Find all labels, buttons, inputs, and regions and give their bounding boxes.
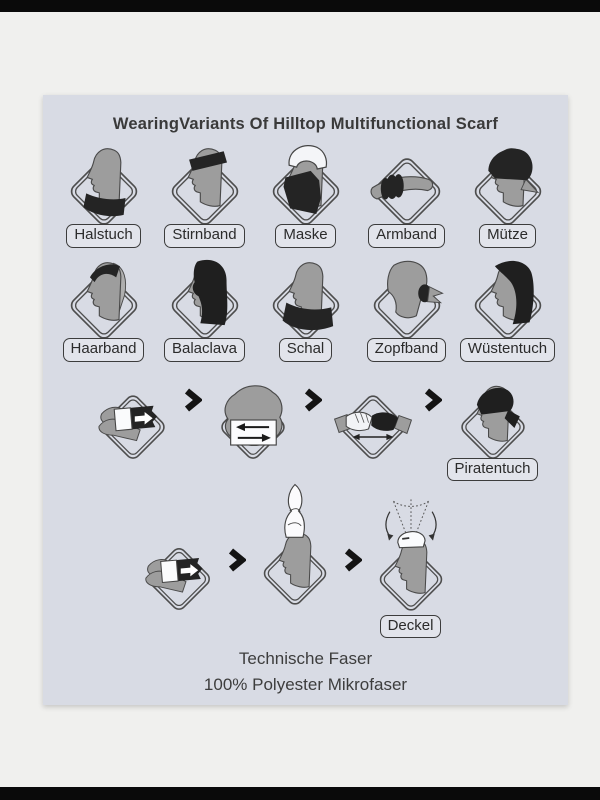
variant-label: Wüstentuch (460, 338, 555, 362)
step-arrow-icon (227, 548, 246, 572)
bottom-letterbox-bar (0, 787, 600, 800)
variant-label: Haarband (63, 338, 145, 362)
wuestentuch-icon (461, 254, 555, 342)
stirnband-icon (158, 140, 252, 228)
step-arrow-icon (423, 388, 442, 412)
schal-icon (259, 254, 353, 342)
variant-muetze (457, 140, 558, 248)
step-arrow (421, 388, 445, 412)
sheet-title: WearingVariants Of Hilltop Multifunctional Scarf (112, 115, 499, 133)
step-arrow (341, 548, 365, 572)
fold-scarf-icon (135, 531, 223, 613)
haarband-icon (57, 254, 151, 342)
step-arrow-icon (303, 388, 322, 412)
maske-icon (259, 140, 353, 228)
pull-scarf-icon (207, 378, 299, 462)
halstuch-icon (57, 140, 151, 228)
variant-halstuch (53, 140, 154, 248)
variant-maske (255, 140, 356, 248)
variant-schal (255, 254, 356, 362)
deckel-label: Deckel (380, 615, 442, 639)
step-fold (85, 378, 181, 462)
step-piratentuch (445, 378, 541, 482)
step-arrow-icon (183, 388, 202, 412)
variant-armband (356, 140, 457, 248)
variant-label: Zopfband (367, 338, 446, 362)
variant-label: Armband (368, 224, 445, 248)
variant-label: Maske (275, 224, 335, 248)
step-twist (325, 378, 421, 462)
step-arrow (301, 388, 325, 412)
variant-row-1 (43, 140, 568, 248)
step-fold (133, 531, 225, 638)
piratentuch-icon (447, 378, 539, 462)
twist-top-icon (251, 481, 339, 613)
variant-stirnband (154, 140, 255, 248)
step-pull (205, 378, 301, 462)
variant-label: Halstuch (66, 224, 140, 248)
step-tuck-top (365, 487, 457, 639)
variant-zopfband (356, 254, 457, 362)
muetze-icon (461, 140, 555, 228)
zopfband-icon (360, 254, 454, 342)
top-letterbox-bar (0, 0, 600, 12)
material-line-1: Technische Faser (238, 649, 373, 669)
variant-label: Mütze (479, 224, 536, 248)
armband-icon (360, 140, 454, 228)
variant-balaclava (154, 254, 255, 362)
tuck-top-icon (367, 487, 455, 619)
step-arrow (181, 388, 205, 412)
balaclava-icon (158, 254, 252, 342)
variant-label: Stirnband (164, 224, 244, 248)
variant-haarband (53, 254, 154, 362)
instruction-sheet (43, 95, 568, 705)
piratentuch-sequence (43, 378, 568, 482)
variant-wuestentuch (457, 254, 558, 362)
step-arrow (225, 548, 249, 572)
material-info (43, 646, 568, 697)
fold-scarf-icon (87, 378, 179, 462)
variant-label: Schal (279, 338, 333, 362)
step-twist-top (249, 481, 341, 638)
material-line-2: 100% Polyester Mikrofaser (203, 674, 408, 694)
deckel-sequence (43, 481, 568, 638)
step-arrow-icon (343, 548, 362, 572)
twist-ends-icon (327, 378, 419, 462)
piratentuch-label: Piratentuch (447, 458, 539, 482)
variant-row-2 (43, 254, 568, 362)
variant-label: Balaclava (164, 338, 245, 362)
